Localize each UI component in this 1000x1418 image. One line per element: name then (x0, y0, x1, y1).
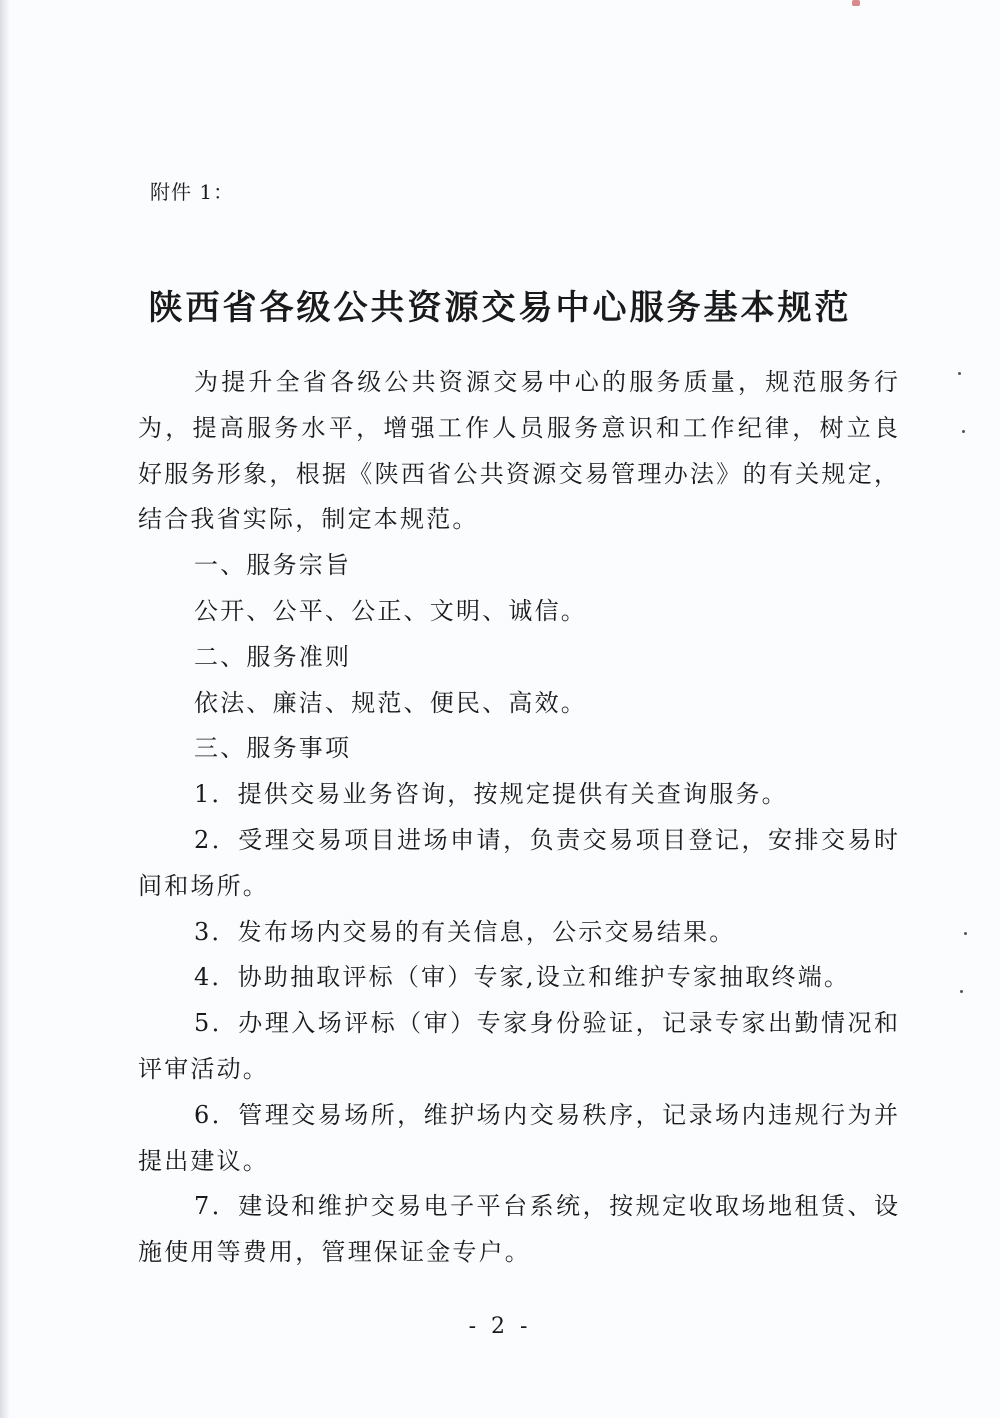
document-body (138, 360, 898, 1276)
page-number: - 2 - (468, 1314, 532, 1339)
section-heading: 一、服务宗旨 (194, 551, 352, 580)
paragraph-line: 为，提高服务水平，增强工作人员服务意识和工作纪律，树立良 (138, 413, 898, 442)
list-item-continuation: 施使用等费用，管理保证金专户。 (138, 1238, 531, 1267)
paragraph-line: 好服务形象，根据《陕西省公共资源交易管理办法》的有关规定， (138, 459, 898, 488)
scan-speck (958, 372, 961, 375)
list-item-continuation: 间和场所。 (138, 871, 269, 900)
scan-speck (962, 430, 965, 433)
paragraph-line: 公开、公平、公正、文明、诚信。 (194, 596, 587, 625)
scan-speck (964, 932, 967, 935)
paragraph-line: 依法、廉洁、规范、便民、高效。 (194, 688, 587, 717)
list-item: 5．办理入场评标（审）专家身份验证，记录专家出勤情况和 (194, 1009, 898, 1038)
scan-edge-shadow (0, 0, 10, 1418)
section-heading: 二、服务准则 (194, 642, 352, 671)
paragraph-line: 为提升全省各级公共资源交易中心的服务质量，规范服务行 (194, 368, 898, 396)
list-item: 1．提供交易业务咨询，按规定提供有关查询服务。 (194, 780, 788, 809)
attachment-label: 附件 1： (150, 180, 235, 204)
list-item: 4．协助抽取评标（审）专家,设立和维护专家抽取终端。 (194, 963, 851, 992)
paragraph-line: 结合我省实际，制定本规范。 (138, 505, 479, 534)
list-item: 7．建设和维护交易电子平台系统，按规定收取场地租赁、设 (194, 1192, 898, 1221)
list-item: 2．受理交易项目进场申请，负责交易项目登记，安排交易时 (194, 825, 898, 854)
document-title: 陕西省各级公共资源交易中心服务基本规范 (148, 288, 852, 328)
list-item: 3．发布场内交易的有关信息，公示交易结果。 (194, 917, 736, 946)
scan-speck (960, 990, 963, 993)
list-item: 6．管理交易场所，维护场内交易秩序，记录场内违规行为并 (194, 1100, 898, 1129)
list-item-continuation: 评审活动。 (138, 1054, 269, 1083)
section-heading: 三、服务事项 (194, 734, 352, 763)
list-item-continuation: 提出建议。 (138, 1146, 269, 1175)
corner-mark (852, 0, 860, 6)
